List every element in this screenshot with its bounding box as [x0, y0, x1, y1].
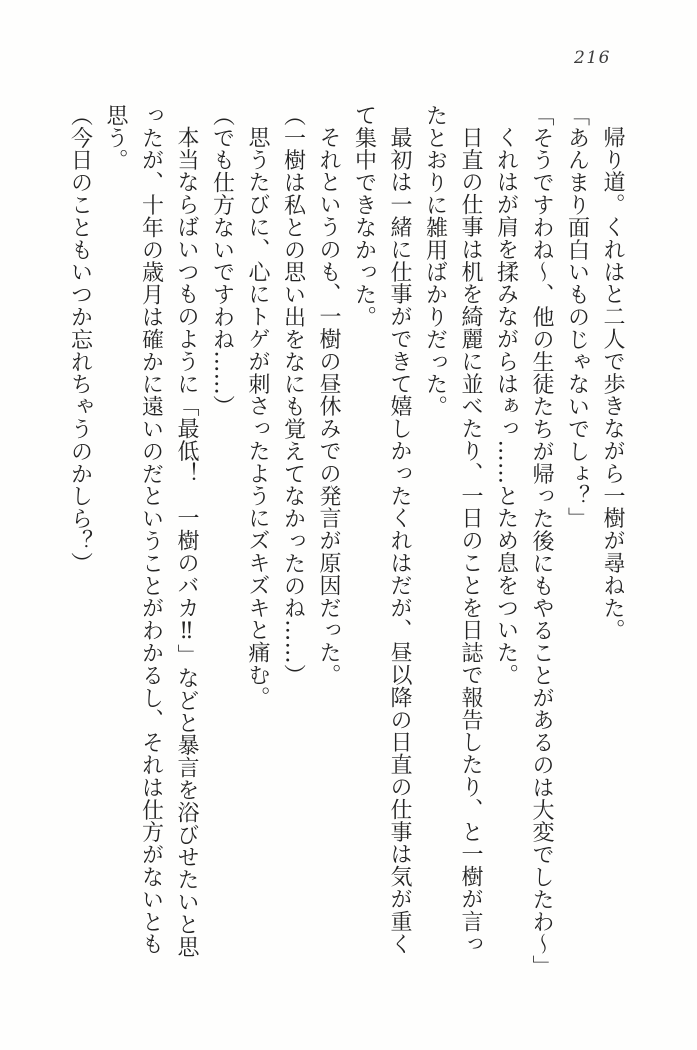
text-line: 最初は一緒に仕事ができて嬉しかったくれはだが、昼以降の日直の仕事は気が重く	[387, 126, 412, 955]
text-line: 日直の仕事は机を綺麗に並べたり、一日のことを日誌で報告したり、と一樹が言っ	[458, 126, 483, 955]
text-line: （でも仕方ないですわね……）	[209, 104, 235, 418]
text-line: くれはが肩を揉みながらはぁっ……とため息をついた。	[493, 126, 519, 686]
text-line: 本当ならばいつものように「最低！ 一樹のバカ‼」などと暴言を浴びせたいと思	[174, 126, 199, 958]
text-line: 「あんまり面白いものじゃないでしょ？」	[564, 104, 590, 530]
text-line: 「そうですわね〜、他の生徒たちが帰った後にもやることがあるのは大変でしたわ〜」	[529, 104, 554, 978]
text-line: たとおりに雑用ばかりだった。	[422, 104, 448, 418]
text-line: 思う。	[103, 104, 128, 172]
text-block	[62, 104, 630, 978]
text-line: て集中できなかった。	[351, 104, 377, 328]
text-line: （一樹は私との思い出をなにも覚えてなかったのね……）	[280, 104, 306, 687]
text-line: 思うたびに、心にトゲが刺さったようにズキズキと痛む。	[245, 126, 270, 709]
page-number: 216	[574, 48, 611, 68]
text-line: ったが、十年の歳月は確かに遠いのだということがわかるし、それは仕方がないとも	[138, 104, 164, 956]
text-line: それというのも、一樹の昼休みでの発言が原因だった。	[316, 126, 341, 686]
text-line: 帰り道。くれはと二人で歩きながら一樹が尋ねた。	[600, 126, 625, 642]
text-line: （今日のこともいつか忘れちゃうのかしら？）	[67, 104, 93, 575]
